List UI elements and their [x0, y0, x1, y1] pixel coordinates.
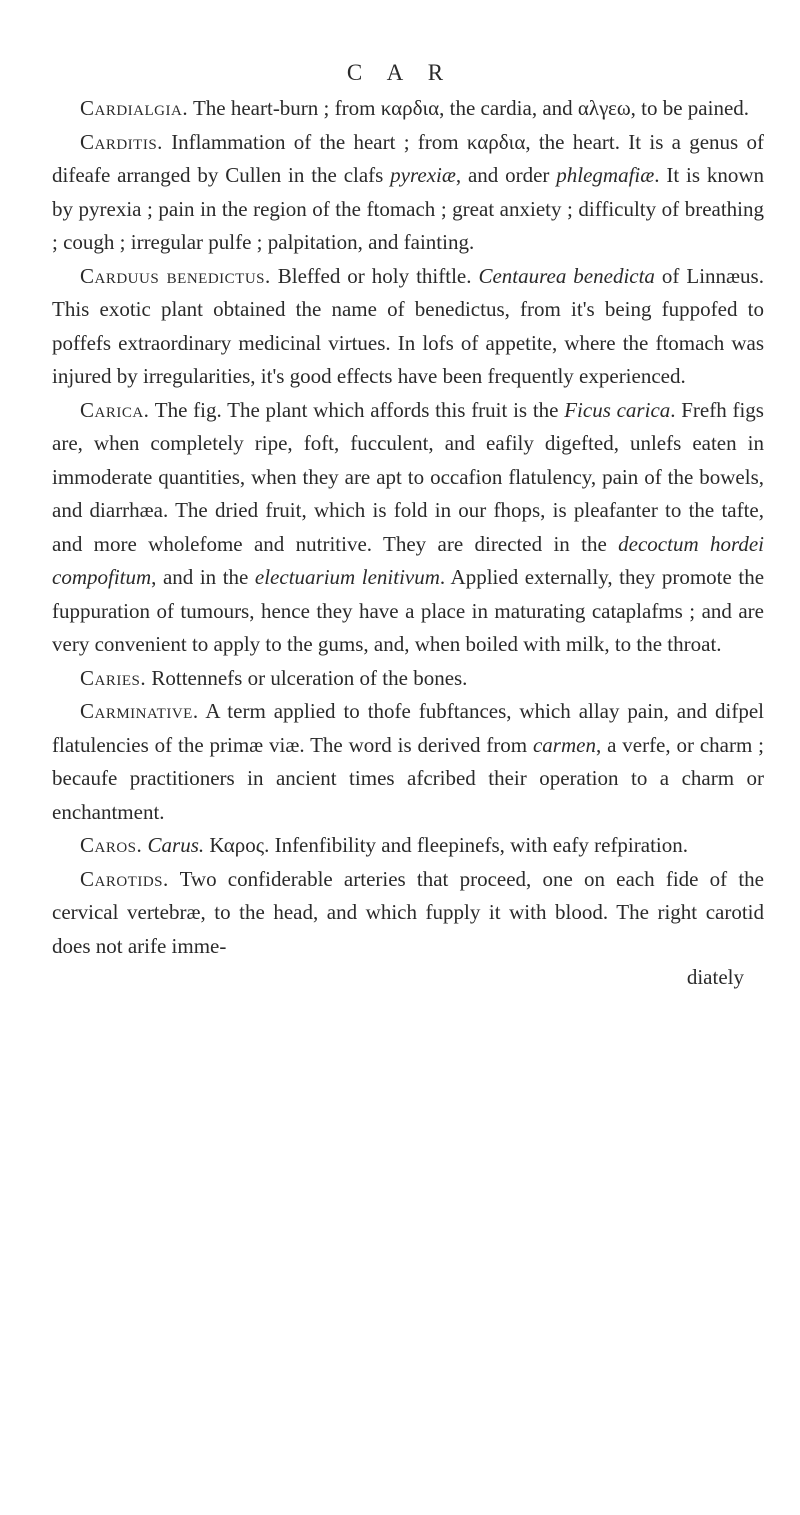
- running-head: C A R: [346, 60, 454, 85]
- entry-text: , a verfe, or charm ; becaufe practitioners in ancient times afcribed their operation to a charm or enchantment.: [52, 732, 764, 824]
- entry-italic: decoctum hordei compofitum: [52, 531, 764, 589]
- entry-carduus-benedictus: [52, 260, 764, 394]
- entry-caros: [52, 829, 764, 863]
- entry-text: . Frefh figs are, when completely ripe, foft, fucculent, and eafily digefted, unlefs eaten in immoderate quantities, when they are apt to occafion flatulency, pain of the bowels, and diarrhæa. The dried fruit, which is fold in our fhops, is pleafanter to the tafte, and more wholefome and nutritive. They are directed in the: [52, 397, 764, 556]
- entry-cardialgia: [52, 92, 764, 126]
- entry-text: Καρος. Infenfibility and fleepinefs, with eafy refpiration.: [204, 833, 689, 857]
- entry-text: , and in the: [151, 565, 255, 589]
- entry-italic: Carus.: [147, 833, 205, 857]
- entry-text: Rottennefs or ulceration of the bones.: [146, 665, 468, 690]
- entry-headword: Carduus benedictus.: [80, 263, 271, 288]
- entry-text: The heart-burn ; from καρδια, the cardia, and αλγεω, to be pained.: [188, 96, 750, 120]
- entry-italic: carmen: [532, 732, 596, 757]
- catchword: diately: [686, 965, 744, 989]
- entry-text: A term applied to thofe fubftances, which allay pain, and difpel flatulencies of the primæ viæ. The word is derived from: [52, 699, 764, 757]
- entry-headword: Carminative.: [80, 699, 199, 723]
- entry-headword: Caros.: [80, 833, 143, 857]
- entry-italic: Centaurea benedicta: [478, 263, 655, 288]
- entry-caries: [52, 662, 764, 696]
- entry-carditis: [52, 126, 764, 260]
- entry-italic: electuarium lenitivum: [254, 565, 440, 589]
- entry-italic: phlegmafiæ: [556, 163, 655, 187]
- entry-text: . It is known by pyrexia ; pain in the region of the ftomach ; great anxiety ; difficulty of breathing ; cough ; irregular pulfe ; palpitation, and fainting.: [52, 163, 764, 254]
- entry-headword: Carica.: [80, 397, 150, 422]
- entry-carminative: [52, 695, 764, 829]
- entry-italic: pyrexiæ: [390, 163, 456, 187]
- entry-headword: Caries.: [80, 665, 147, 690]
- entry-text: . Applied externally, they promote the fuppuration of tumours, hence they have a place in maturating cataplafms ; and are very convenient to apply to the gums, and, when boiled with milk, to the throat.: [52, 565, 765, 656]
- entry-headword: Cardialgia.: [80, 96, 189, 120]
- entry-text: of Linnæus. This exotic plant obtained the name of benedictus, from it's being fuppofed to poffefs extraordinary medicinal virtues. In lofs of appetite, where the ftomach was injured by irregularities, it's good effects have been frequently experienced.: [52, 263, 764, 388]
- page-body: [52, 92, 764, 990]
- entry-headword: Carotids.: [80, 866, 169, 891]
- entry-carotids: [52, 863, 764, 964]
- entry-text: Inflammation of the heart ; from καρδια, the heart. It is a genus of difeafe arranged by Cullen in the clafs: [52, 129, 764, 187]
- entry-text: Bleffed or holy thiftle.: [270, 263, 479, 288]
- entry-text: , and order: [455, 163, 557, 187]
- entry-text: Two confiderable arteries that proceed, one on each fide of the cervical vertebræ, to the head, and which fupply it with blood. The right carotid does not arife imme-: [52, 866, 764, 958]
- entry-headword: Carditis.: [80, 129, 163, 154]
- entry-carica: [52, 394, 764, 662]
- entry-text: The fig. The plant which affords this fruit is the: [149, 397, 565, 422]
- entry-italic: Ficus carica: [564, 397, 671, 422]
